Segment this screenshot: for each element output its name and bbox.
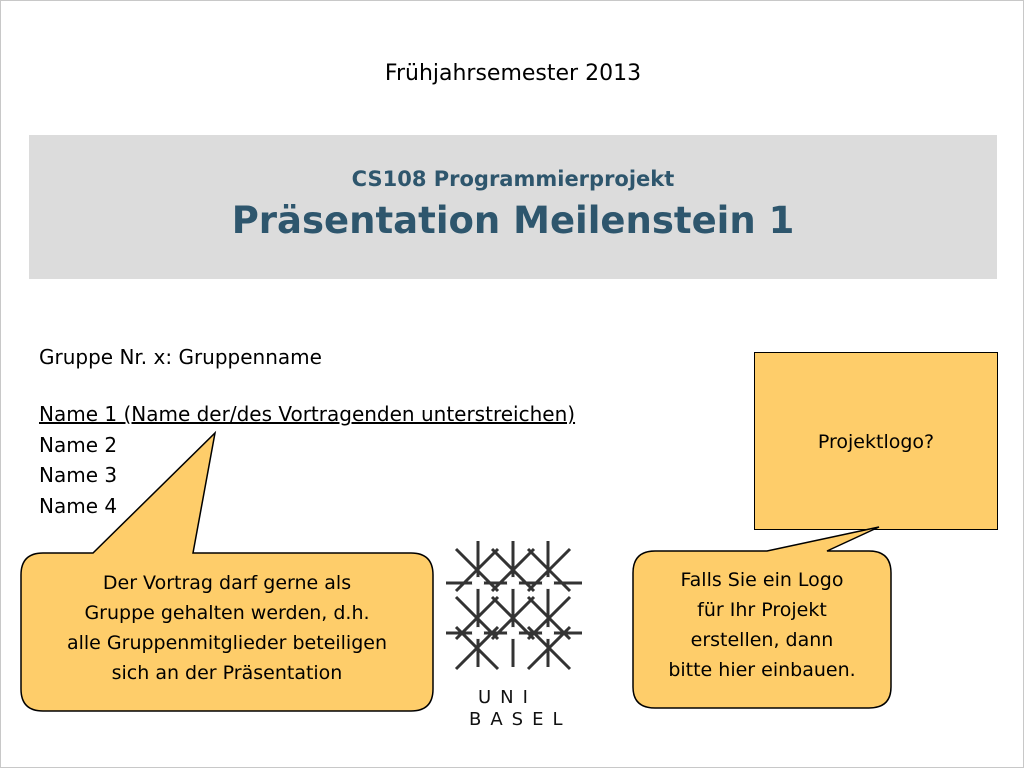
name-item-presenter: Name 1 (Name der/des Vortragenden unterstreichen) xyxy=(39,402,576,426)
callout-left-line: sich an der Präsentation xyxy=(111,662,343,684)
name-item: Name 4 xyxy=(39,493,118,518)
presentation-title: Präsentation Meilenstein 1 xyxy=(231,199,795,242)
university-logo-line2: BASEL xyxy=(469,709,572,730)
callout-left-line: Gruppe gehalten werden, d.h. xyxy=(84,602,370,624)
course-subtitle: CS108 Programmierprojekt xyxy=(351,167,675,191)
semester-label: Frühjahrsemester 2013 xyxy=(384,61,642,86)
callout-right xyxy=(641,565,883,685)
callout-right-line: erstellen, dann xyxy=(690,629,834,651)
university-logo-wordmark xyxy=(469,687,572,731)
callout-left xyxy=(31,568,423,688)
callout-right-line: bitte hier einbauen. xyxy=(668,659,856,681)
callout-left-line: Der Vortrag darf gerne als xyxy=(102,572,352,594)
name-item: Name 2 xyxy=(39,432,118,457)
group-line: Gruppe Nr. x: Gruppenname xyxy=(39,345,322,369)
callout-right-line: Falls Sie ein Logo xyxy=(680,569,844,591)
university-logo-line1: UNI xyxy=(478,687,537,708)
name-item: Name 3 xyxy=(39,463,118,487)
university-logo-icon xyxy=(438,535,588,685)
project-logo-label: Projektlogo? xyxy=(817,431,935,453)
callout-right-line: für Ihr Projekt xyxy=(697,599,827,621)
callout-left-line: alle Gruppenmitglieder beteiligen xyxy=(66,632,388,654)
